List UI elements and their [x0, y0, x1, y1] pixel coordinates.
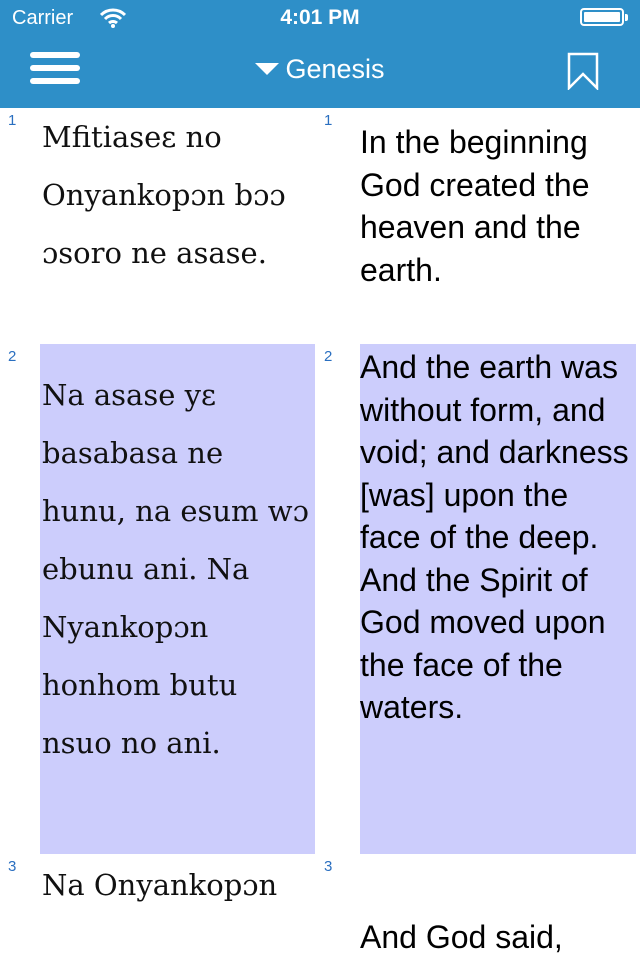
verse-2-english[interactable]: And the earth was without form, and void; and darkness [was] upon the face of the deep. And the Spirit of God moved upon the face of the waters. [360, 344, 636, 854]
verse-3-english[interactable]: And God said, [360, 919, 563, 955]
verse-number-1-akan: 1 [8, 112, 17, 129]
verse-1-english[interactable]: In the beginning God created the heaven and the earth. [360, 124, 590, 288]
carrier-label: Carrier [12, 7, 74, 29]
top-bar [0, 0, 640, 108]
verse-number-3-english: 3 [324, 858, 333, 875]
book-title: Genesis [285, 54, 385, 84]
verse-2-akan[interactable]: Na asase yɛ basabasa ne hunu, na esum wɔ ebunu ani. Na Nyankopɔn honhom butu nsuo no ani. [40, 344, 315, 854]
verse-number-3-akan: 3 [8, 858, 17, 875]
bookmark-icon[interactable] [566, 52, 600, 90]
caret-down-icon [255, 63, 279, 75]
status-bar [0, 0, 640, 36]
book-selector-button[interactable] [0, 54, 640, 85]
status-time: 4:01 PM [280, 6, 360, 29]
verse-1-akan[interactable]: Mfitiaseɛ no Onyankopɔn bɔɔ ɔsoro ne asase. [42, 120, 286, 270]
verse-list[interactable] [0, 108, 640, 960]
verse-number-1-english: 1 [324, 112, 333, 129]
battery-icon [580, 8, 624, 26]
navigation-bar [0, 36, 640, 108]
verse-number-2-english: 2 [324, 348, 333, 365]
verse-number-2-akan: 2 [8, 348, 17, 365]
verse-3-akan[interactable]: Na Onyankopɔn [42, 868, 278, 902]
